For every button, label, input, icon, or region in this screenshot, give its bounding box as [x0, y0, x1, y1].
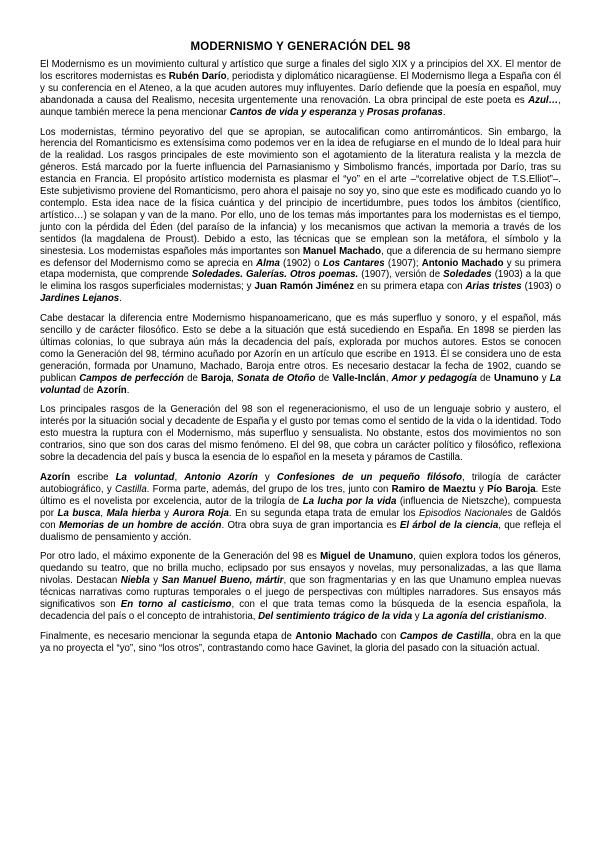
text-run: Los modernistas, término peyorativo del que se apropian, se autocalifican como antirrománticos. Sin embargo, la herencia del Romanticismo es extensísima como podemos ver en la idea de refugiarse en el mundo de lo Ideal para huir de la realidad. Los rasgos principales de este movimiento son el agotamiento de la literatura realista y la mezcla de géneros. Está marcado por la fuerte influencia del Parnasianismo y Simbolismo francés, importada por Darío, tras su estancia en Francia. El propósito artístico modernista es plasmar el “yo” en el arte –“correlative object de T.S.Elliot”–. Este subjetivismo proviene del Romanticismo, pero ahora el paisaje no soy yo, sino que este es modificado cuando yo lo contemplo. Esta idea nace de la física cuántica y del principio de incertidumbre, pues todos los ámbitos (científico, artístico…) se solapan y van de la mano. Por ello, uno de los temas más importantes para los modernistas es el tiempo, junto con la pérdida del Éden (del paraíso de la infancia) y los mecanismos que activan la memoria a través de los sentidos (la magdalena de Proust). Debido a esto, las técnicas que se emplean son la metáfora, el símbolo y la sinestesia. Los modernistas españoles más importantes son [40, 126, 561, 257]
text-run: de [80, 384, 97, 396]
emphasis-run: San Manuel Bueno, mártir [161, 575, 284, 587]
text-run: . [126, 384, 130, 396]
text-run: de [476, 372, 494, 384]
paragraph-2 [40, 127, 561, 306]
emphasis-run: Pío Baroja [487, 483, 536, 495]
emphasis-run: Jardines Lejanos [40, 293, 120, 305]
emphasis-run: Campos de Castilla [399, 630, 491, 642]
emphasis-run: Aurora Roja [172, 507, 229, 519]
emphasis-run: Manuel Machado [302, 245, 382, 257]
emphasis-run: Valle-Inclán [332, 372, 386, 384]
text-run: , que son fragmentarias y en las que Unamuno emplea nuevas técnicas narrativas como rupturas temporales o el juego de perspectivas con múltiples narradores. Sus ensayos más significativos son [40, 575, 562, 611]
text-run: , quien explora todos los géneros, quedando su teatro, que no brilla mucho, eclipsado por sus ensayos y novelas, muy personalizadas, a las que llama nivolas. Destacan [40, 551, 562, 587]
emphasis-run: La voluntad [40, 372, 562, 396]
text-run: Los principales rasgos de la Generación del 98 son el regeneracionismo, el uso de un lenguaje sobrio y austero, el interés por la situación social y decadente de España y el gusto por temas como el sentido de la vida o la identidad. Todo esto muestra la ruptura con el Modernismo, más superfluo y sensualista. No obstante, estos dos movimientos no son contrarios, sino que son dos caras del mismo fenómeno. El del 98, que cobra un carácter político y filosófico, reflexiona sobre la decadencia del país y busca la esencia de lo español en la meseta y páramos de Castilla. [40, 404, 561, 464]
paragraph-3 [40, 313, 561, 396]
emphasis-run: Campos de perfección [79, 372, 184, 384]
text-run: , obra en la que ya no proyecta el “yo”, sino “los otros”, contrastando como hace Gavinet, la gloria del pasado con la situación actual. [40, 630, 561, 654]
text-run: con [377, 630, 400, 642]
emphasis-run: Baroja [201, 372, 232, 384]
text-run: y [257, 472, 277, 483]
emphasis-run: La agonía del cristianismo [422, 610, 544, 622]
emphasis-run: Unamuno [493, 372, 539, 384]
emphasis-run: Memorias de un hombre de acción [58, 519, 222, 531]
text-run: El Modernismo es un movimiento cultural y artístico que surge a finales del siglo XIX y a principios del XX. El mentor de los escritores modernistas es [40, 59, 561, 82]
text-run: . Este último es el novelista por excelencia, autor de la trilogía de [40, 483, 561, 507]
text-run: (1907), versión de [358, 269, 444, 281]
emphasis-run: La voluntad [115, 472, 175, 483]
text-run: . Otra obra suya de gran importancia es [221, 519, 400, 531]
emphasis-run: Juan Ramón Jiménez [254, 281, 355, 293]
text-run: en su primera etapa con [354, 281, 466, 293]
text-run: , [385, 372, 392, 384]
emphasis-run: Soledades [443, 269, 492, 281]
text-run: y [356, 106, 367, 118]
text-run: . En su segunda etapa trata de emular los [228, 507, 419, 519]
text-run: , [100, 507, 107, 519]
emphasis-run: Antonio Azorín [184, 472, 258, 483]
emphasis-run: Miguel de Unamuno [320, 551, 414, 563]
text-run: y [149, 575, 162, 587]
text-run: Por otro lado, el máximo exponente de la Generación del 98 es [40, 551, 321, 563]
emphasis-run: Confesiones de un pequeño filósofo [276, 472, 463, 483]
text-run: de [183, 372, 202, 384]
text-run: y [475, 483, 488, 495]
emphasis-run: Azorín [96, 384, 127, 396]
emphasis-run: Los Cantares [322, 257, 385, 269]
emphasis-run: Del sentimiento trágico de la vida [258, 610, 413, 622]
text-run: Cabe destacar la diferencia entre Modernismo hispanoamericano, que es más superfluo y sonoro, y el español, más sencillo y de carácter filosófico. Esto se debe a la situación que está sucediendo en España. En 1898 se pierden las últimas colonias, lo que subraya aún más la decadencia del país, explorada por muchos autores. Estos se conocen como la Generación del 98, término acuñado por Azorín en un artículo que escribe en 1913. Él se considera uno de esta generación, formada por Unamuno, Machado, Baroja entre otros. Es necesario destacar la fecha de 1902, cuando se publican [40, 313, 561, 384]
text-run: de Galdós con [40, 507, 561, 531]
emphasis-run: En torno al casticismo [120, 599, 232, 611]
emphasis-run: Arias tristes [465, 281, 522, 293]
paragraph-1 [40, 59, 561, 119]
text-run: y [412, 610, 423, 622]
emphasis-run: La lucha por la vida [302, 495, 397, 507]
paragraph-6 [40, 551, 561, 622]
emphasis-run: Castilla [114, 483, 147, 495]
emphasis-run: Rubén Darío [168, 70, 227, 82]
emphasis-run: Cantos de vida y esperanza [229, 106, 357, 118]
document-title: MODERNISMO Y GENERACIÓN DEL 98 [190, 41, 411, 53]
text-run: y [538, 372, 550, 384]
emphasis-run: Amor y pedagogía [391, 372, 477, 384]
text-run: , que a diferencia de su hermano siempre es defensor del Modernismo como se aprecia en [40, 245, 561, 269]
text-run: escribe [70, 472, 116, 483]
emphasis-run: Soledades. Galerías. Otros poemas. [191, 269, 359, 281]
emphasis-run: La busca [57, 507, 101, 519]
text-run: , [231, 372, 237, 384]
emphasis-run: Alma [256, 257, 280, 269]
emphasis-run: Antonio Machado [295, 630, 378, 642]
text-run: (1903) a la que le elimina los rasgos superficiales modernistas; y [40, 269, 561, 293]
emphasis-run: Azul… [528, 94, 559, 106]
text-run: (influencia de Nietszche), compuesta por [40, 495, 562, 519]
emphasis-run: Niebla [120, 575, 150, 587]
emphasis-run: Prosas profanas [366, 106, 443, 118]
emphasis-run: Azorín [40, 472, 71, 483]
text-run: . Forma parte, además, del grupo de los tres, junto con [146, 483, 392, 495]
text-run: (1902) o [279, 257, 323, 269]
text-run: . [442, 106, 446, 118]
text-run: , con el que trata temas como la búsqueda de la esencia española, la decadencia del país o el concepto de intrahistoria, [40, 599, 561, 622]
paragraph-7 [40, 631, 561, 655]
emphasis-run: Antonio Machado [421, 257, 504, 269]
text-run: , aunque también merece la pena mencionar [40, 94, 561, 118]
text-run: de [315, 372, 333, 384]
text-run: , trilogía de carácter autobiográfico, y [40, 472, 561, 495]
text-run: . [544, 610, 547, 622]
emphasis-run: El árbol de la ciencia [399, 519, 499, 531]
text-run: y su primera etapa modernista, que comprende [40, 257, 562, 281]
emphasis-run: Sonata de Otoño [237, 372, 316, 384]
text-run: (1903) o [521, 281, 561, 293]
text-run: . [119, 293, 122, 305]
text-run: (1907); [384, 257, 422, 269]
emphasis-run: Mala hierba [106, 507, 161, 519]
text-run: y [160, 507, 173, 519]
text-run: , [174, 472, 185, 483]
paragraph-5 [40, 472, 561, 543]
emphasis-run: Ramiro de Maeztu [391, 483, 476, 495]
paragraph-4 [40, 404, 561, 464]
text-run: , que refleja el dualismo de pensamiento y acción. [40, 519, 562, 543]
emphasis-run: Episodios Nacionales [419, 507, 513, 519]
text-run: Finalmente, es necesario mencionar la segunda etapa de [40, 630, 296, 642]
text-run: , periodista y diplomático nicaragüense. El Modernismo llega a España con él y su conferencia en el Ateneo, a la que acuden autores muy influyentes. Darío defiende que la poesía en español, muy abandonada a causa del Realismo, necesita urgentemente una renovación. La obra principal de este poeta es [40, 70, 562, 106]
document-body [40, 59, 561, 655]
